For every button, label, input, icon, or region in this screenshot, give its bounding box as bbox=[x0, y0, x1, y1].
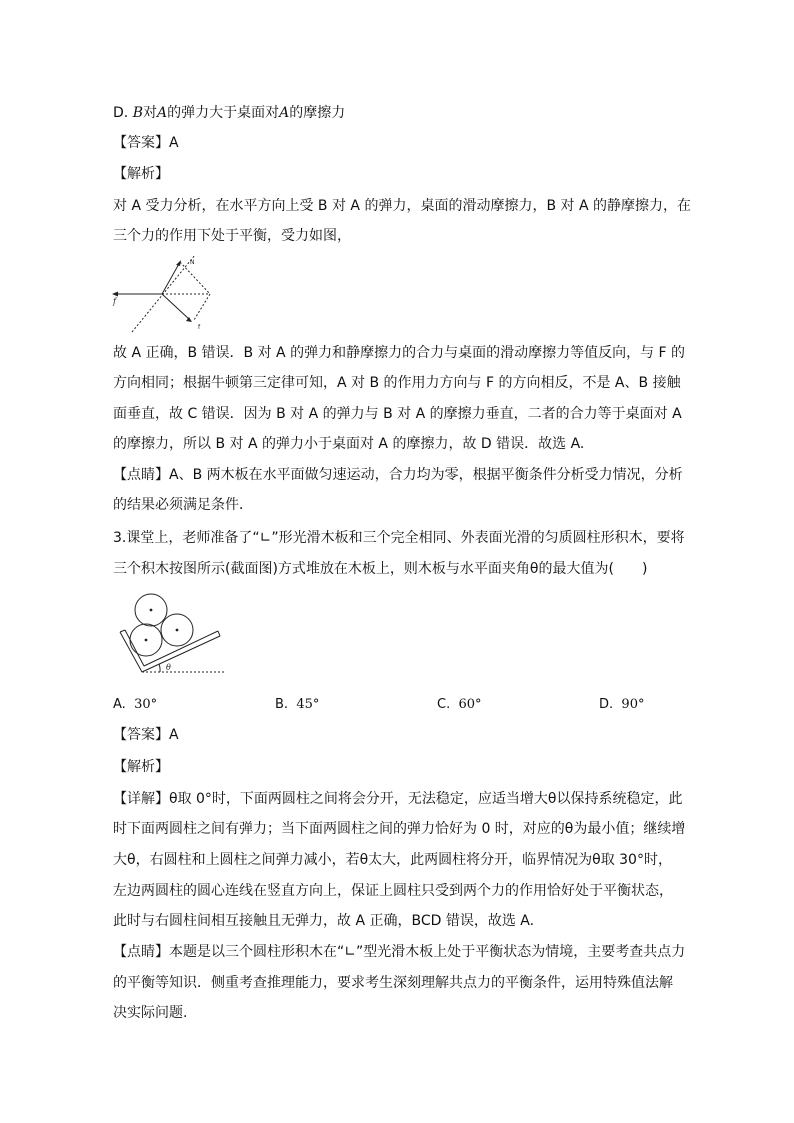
option-d-prefix: D. bbox=[113, 105, 133, 121]
option-d-tail: 的摩擦力 bbox=[289, 105, 346, 121]
q2-comment-line-1 bbox=[113, 465, 683, 485]
option-d-text: 的弹力大于桌面对 bbox=[167, 105, 280, 121]
board-left-cap bbox=[120, 630, 125, 632]
q3-answer-line bbox=[113, 725, 179, 745]
answer-value: A bbox=[169, 135, 179, 151]
board-left-inner bbox=[125, 630, 144, 666]
cylinder-top-center bbox=[150, 609, 153, 612]
option-d-line bbox=[113, 103, 345, 123]
normal-force-arrow bbox=[162, 262, 180, 294]
q3-comment-tag: 【点睛】 bbox=[113, 944, 169, 960]
option-d-a: A bbox=[156, 105, 168, 121]
q2-comment-line-2: 的结果必须满足条件． bbox=[113, 497, 253, 513]
choice-b-label: B. bbox=[275, 697, 289, 712]
q2-answer-line bbox=[113, 133, 179, 153]
choice-c-label: C. bbox=[437, 697, 451, 712]
friction-arrowhead bbox=[112, 292, 118, 297]
q2-analysis-line-2: 三个力的作用下处于平衡，受力如图， bbox=[113, 228, 351, 244]
choice-d-value: 90° bbox=[621, 697, 645, 712]
q3-stem-line-2: 三个积木按图所示(截面图)方式堆放在木板上，则木板与水平面夹角θ的最大值为( ) bbox=[113, 561, 648, 577]
theta-label: θ bbox=[166, 663, 171, 672]
choice-a[interactable] bbox=[113, 695, 157, 715]
q3-answer-value: A bbox=[169, 727, 179, 743]
dashed-line-bottom bbox=[194, 294, 210, 320]
q3-comment-line-2: 的平衡等知识．侧重考查推理能力，要求考生深刻理解共点力的平衡条件，运用特殊值法解 bbox=[113, 975, 673, 991]
q2-conclusion-line-2: 方向相同；根据牛顿第三定律可知，A 对 B 的作用力方向与 F 的方向相反，不是 A、B 接触 bbox=[113, 375, 681, 391]
q3-detail-line-4: 左边两圆柱的圆心连线在竖直方向上，保证上圆柱只受到两个力的作用恰好处于平衡状态， bbox=[113, 883, 673, 899]
q3-stem-line-1: 3.课堂上，老师准备了“∟”形光滑木板和三个完全相同、外表面光滑的匀质圆柱形积木，要将 bbox=[113, 530, 685, 546]
option-d-mid: 对 bbox=[142, 105, 157, 121]
choice-b-value: 45° bbox=[296, 697, 320, 712]
comment-tag: 【点睛】 bbox=[113, 467, 169, 483]
choice-d-label: D. bbox=[599, 697, 614, 712]
answer-tag: 【答案】 bbox=[113, 135, 169, 151]
detail-text-1: θ取 0°时，下面两圆柱之间将会分开，无法稳定，应适当增大θ以保持系统稳定，此 bbox=[169, 791, 683, 807]
angle-arc bbox=[159, 664, 160, 672]
comment-text-1: A、B 两木板在水平面做匀速运动，合力均为零，根据平衡条件分析受力情况，分析 bbox=[169, 467, 683, 483]
q2-analysis-line-1: 对 A 受力分析，在水平方向上受 B 对 A 的弹力，桌面的滑动摩擦力，B 对 A 的静摩擦力，在 bbox=[113, 198, 691, 214]
option-d-b: B bbox=[132, 105, 143, 121]
q2-conclusion-line-3: 面垂直，故 C 错误．因为 B 对 A 的弹力与 B 对 A 的摩擦力垂直，二者的合力等于桌面对 A bbox=[113, 406, 682, 422]
q2-analysis-tag: 【解析】 bbox=[113, 166, 169, 182]
q3-answer-tag: 【答案】 bbox=[113, 727, 169, 743]
board-bottom-inner bbox=[144, 631, 218, 666]
choice-a-label: A. bbox=[113, 697, 126, 712]
board-left-outer bbox=[120, 632, 142, 672]
q3-comment-line-1 bbox=[113, 942, 685, 962]
choice-b[interactable] bbox=[275, 695, 319, 715]
option-d-a2: A bbox=[279, 105, 290, 121]
choice-c[interactable] bbox=[437, 695, 482, 715]
label-nba: N bbox=[190, 259, 195, 266]
choice-d[interactable] bbox=[599, 695, 644, 715]
cylinder-bottom-left-center bbox=[145, 639, 148, 642]
q3-comment-text-1: 本题是以三个圆柱形积木在“∟”型光滑木板上处于平衡状态为情境，主要考查共点力 bbox=[169, 944, 686, 960]
choice-a-value: 30° bbox=[134, 697, 158, 712]
force-diagram bbox=[110, 250, 220, 335]
cylinder-diagram bbox=[112, 590, 232, 678]
q3-detail-line-3: 大θ，右圆柱和上圆柱之间弹力减小，若θ太大，此两圆柱将分开，临界情况为θ取 30°时， bbox=[113, 852, 672, 868]
choice-c-value: 60° bbox=[458, 697, 482, 712]
board-end-cap bbox=[218, 631, 220, 636]
q3-analysis-tag: 【解析】 bbox=[113, 759, 169, 775]
detail-tag: 【详解】 bbox=[113, 791, 169, 807]
label-fba: f bbox=[198, 324, 201, 331]
static-friction-arrow bbox=[162, 294, 190, 320]
dashed-line-top bbox=[180, 262, 210, 294]
q3-detail-line-1 bbox=[113, 789, 683, 809]
cylinder-bottom-right-center bbox=[176, 629, 179, 632]
q2-conclusion-line-1: 故 A 正确，B 错误．B 对 A 的弹力和静摩擦力的合力与桌面的滑动摩擦力等值反向，与 F 的 bbox=[113, 345, 686, 361]
q3-detail-line-2: 时下面两圆柱之间有弹力；当下面两圆柱之间的弹力恰好为 0 时，对应的θ为最小值；继续增 bbox=[113, 821, 686, 837]
normal-arrowhead bbox=[176, 260, 181, 266]
q3-detail-line-5: 此时与右圆柱间相互接触且无弹力，故 A 正确，BCD 错误，故选 A. bbox=[113, 913, 535, 929]
q2-conclusion-line-4: 的摩擦力，所以 B 对 A 的弹力小于桌面对 A 的摩擦力，故 D 错误．故选 A. bbox=[113, 436, 585, 452]
label-f: f bbox=[113, 297, 116, 306]
q3-comment-line-3: 决实际问题. bbox=[113, 1005, 188, 1021]
